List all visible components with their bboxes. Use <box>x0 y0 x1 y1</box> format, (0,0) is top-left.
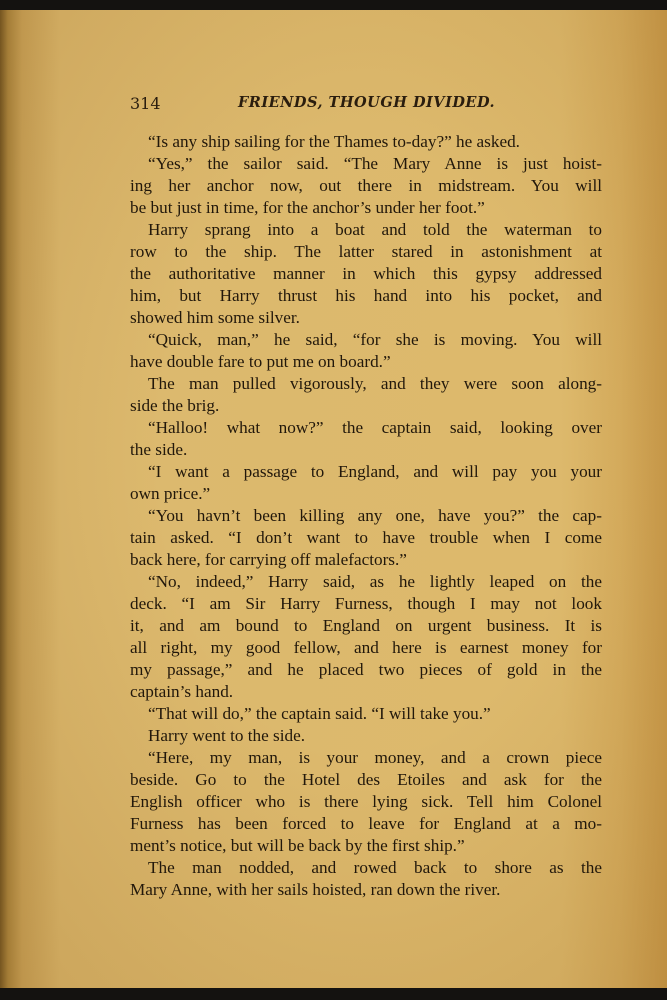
text-line: my passage,” and he placed two pieces of gold in the <box>130 660 602 679</box>
text-line: “No, indeed,” Harry said, as he lightly leaped on the <box>148 572 602 591</box>
text-line: Harry sprang into a boat and told the waterman to <box>148 220 602 239</box>
page-header <box>130 94 602 116</box>
text-line: Mary Anne, with her sails hoisted, ran down the river. <box>130 880 501 899</box>
text-line: back here, for carrying off malefactors.” <box>130 550 407 569</box>
text-line: Harry went to the side. <box>148 726 306 745</box>
text-line: him, but Harry thrust his hand into his pocket, and <box>130 286 602 305</box>
running-head: FRIENDS, THOUGH DIVIDED. <box>238 94 496 111</box>
text-line: showed him some silver. <box>130 308 300 327</box>
text-line: The man pulled vigorously, and they were soon along- <box>148 374 602 393</box>
text-line: ment’s notice, but will be back by the first ship.” <box>130 836 465 855</box>
text-line: The man nodded, and rowed back to shore as the <box>148 858 602 877</box>
text-line: the side. <box>130 440 188 459</box>
text-line: “I want a passage to England, and will pay you your <box>148 462 602 481</box>
text-line: all right, my good fellow, and here is earnest money for <box>130 638 602 657</box>
text-line: own price.” <box>130 484 211 503</box>
text-line: deck. “I am Sir Harry Furness, though I may not look <box>130 594 602 613</box>
text-line: “That will do,” the captain said. “I will take you.” <box>148 704 491 723</box>
text-line: “You havn’t been killing any one, have you?” the cap- <box>148 506 602 525</box>
text-line: Furness has been forced to leave for England at a mo- <box>130 814 602 833</box>
text-line: have double fare to put me on board.” <box>130 352 391 371</box>
text-line: captain’s hand. <box>130 682 234 701</box>
text-line: “Halloo! what now?” the captain said, looking over <box>148 418 602 437</box>
text-line: “Yes,” the sailor said. “The Mary Anne is just hoist- <box>148 154 602 173</box>
text-line: the authoritative manner in which this gypsy addressed <box>130 264 602 283</box>
text-line: be but just in time, for the anchor’s under her foot.” <box>130 198 485 217</box>
book-page <box>0 10 667 988</box>
text-line: it, and am bound to England on urgent business. It is <box>130 616 602 635</box>
text-line: side the brig. <box>130 396 220 415</box>
text-line: tain asked. “I don’t want to have trouble when I come <box>130 528 602 547</box>
page-number: 314 <box>130 94 161 113</box>
text-line: “Is any ship sailing for the Thames to-day?” he asked. <box>148 132 520 151</box>
text-line: “Quick, man,” he said, “for she is moving. You will <box>148 330 602 349</box>
text-line: beside. Go to the Hotel des Etoiles and ask for the <box>130 770 602 789</box>
page-body-text <box>130 131 602 901</box>
scan-bottom-border <box>0 988 667 1000</box>
text-line: “Here, my man, is your money, and a crown piece <box>148 748 602 767</box>
text-line: row to the ship. The latter stared in astonishment at <box>130 242 602 261</box>
text-line: English officer who is there lying sick. Tell him Colonel <box>130 792 602 811</box>
text-line: ing her anchor now, out there in midstream. You will <box>130 176 602 195</box>
